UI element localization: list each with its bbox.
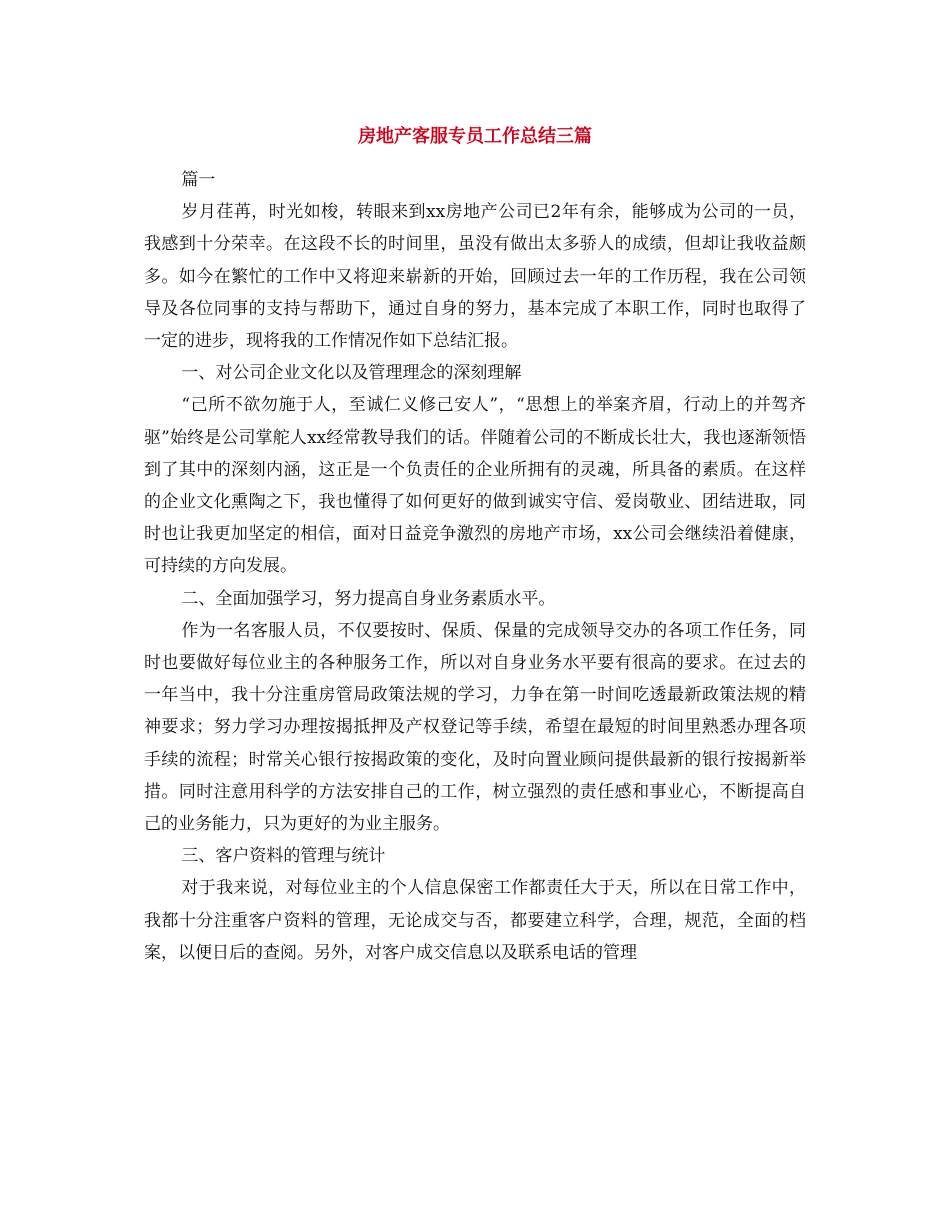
document-body	[144, 164, 806, 969]
intro-paragraph: 岁月荏苒，时光如梭，转眼来到xx房地产公司已2年有余，能够成为公司的一员，我感到十分荣幸。在这段不长的时间里，虽没有做出太多骄人的成绩，但却让我收益颇多。如今在繁忙的工作中又将迎来崭新的开始，回顾过去一年的工作历程，我在公司领导及各位同事的支持与帮助下，通过自身的努力，基本完成了本职工作，同时也取得了一定的进步，现将我的工作情况作如下总结汇报。	[144, 202, 806, 352]
client-data-paragraph: 对于我来说，对每位业主的个人信息保密工作都责任大于天，所以在日常工作中，我都十分注重客户资料的管理，无论成交与否，都要建立科学，合理，规范，全面的档案，以便日后的查阅。另外，对客户成交信息以及联系电话的管理	[144, 878, 806, 963]
culture-paragraph: “己所不欲勿施于人，至诚仁义修己安人”，“思想上的举案齐眉，行动上的并驾齐驱”始终是公司掌舵人xx经常教导我们的话。伴随着公司的不断成长壮大，我也逐渐领悟到了其中的深刻内涵，这正是一个负责任的企业所拥有的灵魂，所具备的素质。在这样的企业文化熏陶之下，我也懂得了如何更好的做到诚实守信、爱岗敬业、团结进取，同时也让我更加坚定的相信，面对日益竞争激烈的房地产市场，xx公司会继续沿着健康，可持续的方向发展。	[144, 395, 806, 577]
section-heading-client-data: 三、客户资料的管理与统计	[181, 846, 386, 867]
section-heading-study: 二、全面加强学习，努力提高自身业务素质水平。	[181, 588, 556, 609]
study-paragraph: 作为一名客服人员，不仅要按时、保质、保量的完成领导交办的各项工作任务，同时也要做好每位业主的各种服务工作，所以对自身业务水平要有很高的要求。在过去的一年当中，我十分注重房管局政策法规的学习，力争在第一时间吃透最新政策法规的精神要求；努力学习办理按揭抵押及产权登记等手续，希望在最短的时间里熟悉办理各项手续的流程；时常关心银行按揭政策的变化，及时向置业顾问提供最新的银行按揭新举措。同时注意用科学的方法安排自己的工作，树立强烈的责任感和事业心，不断提高自己的业务能力，只为更好的为业主服务。	[144, 620, 806, 835]
document-title: 房地产客服专员工作总结三篇	[358, 126, 592, 147]
section-heading-culture: 一、对公司企业文化以及管理理念的深刻理解	[181, 363, 522, 384]
section-heading-part-one: 篇一	[181, 170, 216, 190]
